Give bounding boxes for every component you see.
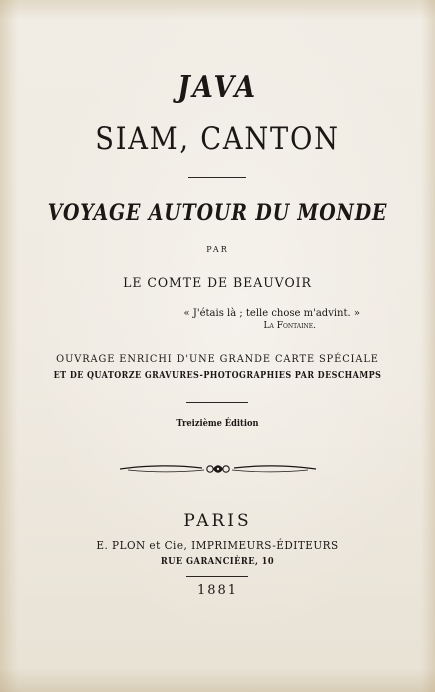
title-rule bbox=[188, 177, 246, 178]
imprint-address: RUE GARANCIÈRE, 10 bbox=[160, 557, 275, 567]
imprint-rule bbox=[186, 576, 248, 577]
imprint-city: PARIS bbox=[183, 511, 252, 531]
imprint-year: 1881 bbox=[196, 583, 239, 598]
epigraph-attribution: La Fontaine. bbox=[263, 321, 316, 331]
paper-stain-top bbox=[0, 0, 435, 20]
paper-stain-bottom bbox=[0, 668, 435, 692]
title-line-1: JAVA bbox=[177, 70, 258, 105]
epigraph-quote: « J'étais là ; telle chose m'advint. » bbox=[183, 308, 360, 319]
description-line-2: ET DE QUATORZE GRAVURES-PHOTOGRAPHIES PAR DESCHAMPS bbox=[53, 371, 382, 381]
edition-label: Treizième Édition bbox=[176, 419, 259, 429]
edition-rule bbox=[186, 402, 248, 403]
imprint-publisher: E. PLON et Cie, IMPRIMEURS-ÉDITEURS bbox=[96, 539, 339, 552]
author-name: LE COMTE DE BEAUVOIR bbox=[123, 276, 312, 291]
description-line-1: OUVRAGE ENRICHI D'UNE GRANDE CARTE SPÉCIALE bbox=[56, 353, 379, 365]
subtitle: VOYAGE AUTOUR DU MONDE bbox=[47, 200, 388, 226]
fleuron-ornament-icon bbox=[118, 461, 318, 477]
par-label: PAR bbox=[206, 245, 229, 254]
title-line-2: SIAM, CANTON bbox=[95, 121, 340, 157]
